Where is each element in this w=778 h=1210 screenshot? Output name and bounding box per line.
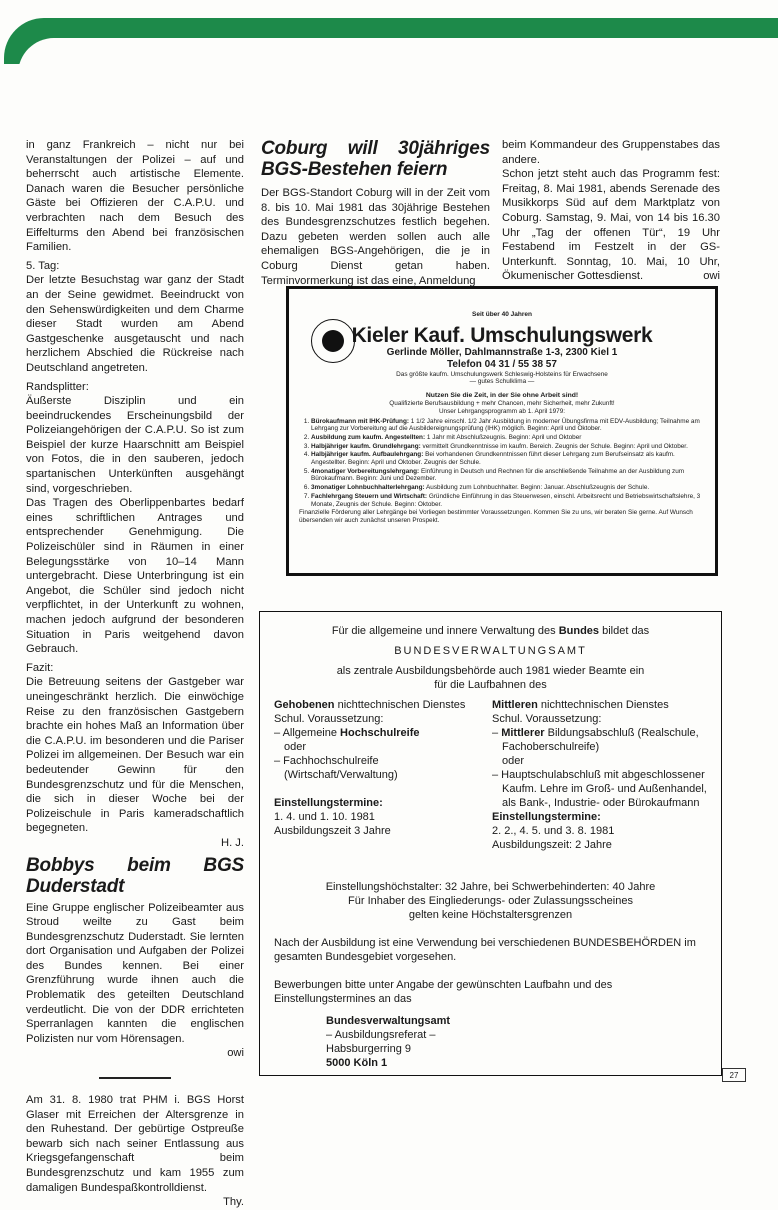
headline-bobbys: Bobbys beim BGS Duderstadt (26, 854, 244, 897)
ad1-phone: Telefon 04 31 / 55 38 57 (447, 358, 557, 370)
separator-rule (99, 1077, 171, 1079)
coburg-program: Schon jetzt steht auch das Programm fest: Freitag, 8. Mai 1981, abends Serenade des Musikkorps Süd auf dem Marktplatz von Coburg. Samstag, 9. Mai, von 14 bis 16.30 Uhr „Tag der offenen Tür“, 19 Uhr Festabend im Festzelt in der GS-Unterkunft. Sonntag, 10. Mai, 10 Uhr, Ökumenischer Gottesdienst. (502, 168, 720, 283)
day5-heading: 5. Tag: (26, 259, 60, 272)
list-item: 4. Halbjähriger kaufm. Aufbaulehrgang: Bei vorhandenen Grundkenntnissen führt dieser Lehrgang zum Berufseinsatz als kaufm. Angestellter. Beginn: April und Oktober. Zeugnis der Schule. (311, 451, 705, 466)
oberlippenbart-text: Das Tragen des Oberlippenbartes bedarf eines schriftlichen Antrages und entsprechender Genehmigung. Die Polizeischüler sind in Räumen in einer Belegungsstärke von 10–14 Mann untergebracht. Diese Unterbringung ist ein Angebot, die Schüler sind jedoch nicht verpflichtet, in der Unterkunft zu wohnen, machen jedoch aufgrund der besonderen Situation in Paris weitgehend davon Gebrauch. (26, 497, 244, 656)
list-item: 2. Ausbildung zum kaufm. Angestellten: 1 Jahr mit Abschlußzeugnis. Beginn: April und Oktober (311, 434, 705, 442)
ad1-course-list (299, 418, 705, 509)
ad2-gehobener-dienst: Gehobenen nichttechnischen Dienstes Schul. Voraussetzung: – Allgemeine Hochschulreife oder – Fachhochschulreife (Wirtschaft/Verwaltung) Einstellungstermine: 1. 4. und 1. 10. 1981 Ausbildungszeit 3 Jahre (274, 699, 466, 837)
ad1-address: Gerlinde Möller, Dahlmannstraße 1-3, 2300 Kiel 1 (386, 346, 618, 358)
randsplitter-text: Äußerste Disziplin und ein beeindruckendes Erscheinungsbild der Polizeiangehörigen der C.A.P.U. So ist zum Beispiel der kurze Haarschnitt am Beispiel von Fotos, die in den sauberen, jedoch spartanischen Unterkünften ausgehängt sind, vorgeschrieben. (26, 395, 244, 495)
ad2-verwendung: Nach der Ausbildung ist eine Verwendung bei verschiedenen BUNDESBEHÖRDEN im gesamten Bundesgebiet vorgesehen. (274, 937, 696, 963)
circle-logo-icon (311, 319, 355, 363)
header-bar-cutout (18, 38, 778, 98)
column-middle (261, 138, 490, 288)
ad1-subtitle: Das größte kaufm. Umschulungswerk Schleswig-Holsteins für Erwachsene (396, 370, 608, 378)
ad1-subtitle-2: — gutes Schulklima — (469, 378, 535, 386)
ad1-company-name: Kieler Kauf. Umschulungswerk (351, 323, 653, 347)
fazit-text: Die Betreuung seitens der Gastgeber war uneingeschränkt herzlich. Die einwöchige Reise zu den französischen Gastgebern brachte ein hohes Maß an Information über die C.A.P.U. im besonderen und die Pariser Polizei im allgemeinen. Der Besuch war ein bedeutender Gewinn für den Bundesgrenzschutz und für die Menschen, die sich in dieser Woche bei der Polizeischule in Paris kameradschaftlich begegneten. (26, 676, 244, 835)
fazit-heading: Fazit: (26, 661, 54, 674)
paris-article-continued: in ganz Frankreich – nicht nur bei Veranstaltungen der Polizei – auf und beherrscht auch artistische Elemente. Danach waren die Besucher persönliche Gäste bei Offizieren der C.A.P.U. und verbrachten nach dem Besuch des Eiffelturms den Abend bei französischen Familien. (26, 139, 244, 254)
ad2-bewerbung: Bewerbungen bitte unter Angabe der gewünschten Laufbahn und des Einstellungstermines an das (274, 979, 613, 1005)
ad-bundesverwaltungsamt (259, 611, 722, 1076)
column-right (502, 138, 720, 284)
ad1-slogan: Nutzen Sie die Zeit, in der Sie ohne Arbeit sind! (425, 391, 579, 399)
ad2-address: Bundesverwaltungsamt – Ausbildungsreferat – Habsburgerring 9 5000 Köln 1 (326, 1015, 451, 1069)
signature-thy: Thy. (223, 1196, 244, 1209)
ad1-line3: Unser Lehrgangsprogramm ab 1. April 1979: (438, 407, 566, 415)
randsplitter-heading: Randsplitter: (26, 380, 89, 393)
signature-owi-coburg: owi (703, 270, 720, 283)
ad2-mittlerer-dienst: Mittleren nichttechnischen Dienstes Schul. Voraussetzung: – Mittlerer Bildungsabschluß (Realschule, Fachoberschulreife) oder – Hauptschulabschluß mit abgeschlossener Kaufm. Lehre im Groß- und Außenhandel, als Bank-, Industrie- oder Bürokaufmann Einstellungstermine: 2. 2., 4. 5. und 3. 8. 1981 Ausbildungszeit: 2 Jahre (492, 699, 707, 851)
bobbys-article: Eine Gruppe englischer Polizeibeamter aus Stroud weilte zu Gast beim Bundesgrenzschutz Duderstadt. Sie lernten dort Organisation und Aufgaben der Polizei des Bundes kennen. Bei einer Grenzführung wurde ihnen auch die Problematik des geteilten Deutschland verdeutlicht. Die von der DDR errichteten Sperranlagen kannten die englischen Polizisten nur vom Hörensagen. (26, 901, 244, 1045)
ad2-hoechstalter: Einstellungshöchstalter: 32 Jahre, bei Schwerbehinderten: 40 Jahre Für Inhaber des Eingliederungs- oder Zulassungsscheines gelten keine Höchstaltersgrenzen (325, 881, 656, 921)
headline-coburg: Coburg will 30jähriges BGS-Bestehen feiern (261, 138, 490, 180)
day5-text: Der letzte Besuchstag war ganz der Stadt an der Seine gewidmet. Beeindruckt von den Sehenswürdigkeiten und dem Charme dieser Stadt wurden am Abend Gastgeschenke ausgetauscht und nach herzlichem Abschied die Rückreise nach Deutschland angetreten. (26, 274, 244, 374)
signature-hj: H. J. (221, 836, 244, 849)
list-item: 3. Halbjähriger kaufm. Grundlehrgang: vermittelt Grundkenntnisse im kaufm. Bereich. Zeugnis der Schule. Beginn: April und Oktober. (311, 443, 705, 451)
coburg-article-continued: beim Kommandeur des Gruppenstabes das andere. (502, 139, 720, 166)
signature-owi: owi (227, 1047, 244, 1060)
list-item: 6. 3monatiger Lohnbuchhalterlehrgang: Ausbildung zum Lohnbuchhalter. Beginn: Januar. Abschlußzeugnis der Schule. (311, 484, 705, 492)
retirement-article: Am 31. 8. 1980 trat PHM i. BGS Horst Glaser mit Erreichen der Altersgrenze in den Ruhestand. Der gebürtige Ostpreuße bewarb sich nach seiner Entlassung aus Kriegsgefangenschaft beim Bundesgrenzschutz und kam 1955 zum damaligen Bundespaßkontrolldienst. (26, 1094, 244, 1194)
ad2-intro: Für die allgemeine und innere Verwaltung des Bundes bildet das (331, 625, 650, 637)
ad1-line2: Qualifizierte Berufsausbildung + mehr Chancen, mehr Sicherheit, mehr Zukunft! (389, 400, 615, 408)
list-item: 1. Bürokaufmann mit IHK-Prüfung: 1 1/2 Jahre einschl. 1/2 Jahr Ausbildung in moderner Übungsfirma mit EDV-Ausbildung; Teilnahme am Lehrgang zur Vorbereitung auf die Ausbildereignungsprüfung (IHK) möglich. Beginn: April und Oktober. (311, 418, 705, 433)
ad-kieler-umschulungswerk (286, 286, 718, 576)
list-item: 5. 4monatiger Vorbereitungslehrgang: Einführung in Deutsch und Rechnen für die anschließende Teilnahme an der Ausbildung zum Bürokaufmann. Beginn: Juni und Dezember. (311, 468, 705, 483)
page-number: 27 (722, 1068, 746, 1082)
list-item: 7. Fachlehrgang Steuern und Wirtschaft: Gründliche Einführung in das Steuerwesen, einschl. Arbeitsrecht und Betriebswirtschaftslehre, 3 Monate, Zeugnis der Schule. Beginn: Oktober. (311, 493, 705, 508)
ad2-intro3: für die Laufbahnen des (434, 679, 547, 691)
column-left (26, 138, 244, 1210)
ad2-intro2: als zentrale Ausbildungsbehörde auch 1981 wieder Beamte ein (336, 665, 645, 677)
coburg-article: Der BGS-Standort Coburg will in der Zeit vom 8. bis 10. Mai 1981 das 30jährige Bestehen des Bundesgrenzschutzes festlich begehen. Dazu gebeten werden sollen auch alle ehemaligen BGS-Angehörigen, die je in Coburg Dienst getan haben. Terminvormerkung ist das eine, Anmeldung (261, 187, 490, 287)
ad1-tagline: Seit über 40 Jahren (472, 311, 532, 318)
ad1-footer: Finanzielle Förderung aller Lehrgänge bei Vorliegen bestimmter Voraussetzungen. Kommen Sie zu uns, wir beraten Sie gerne. Auf Wunsch übersenden wir auch zunächst unseren Prospekt. (299, 509, 693, 524)
ad2-amt-title: BUNDESVERWALTUNGSAMT (394, 645, 587, 657)
